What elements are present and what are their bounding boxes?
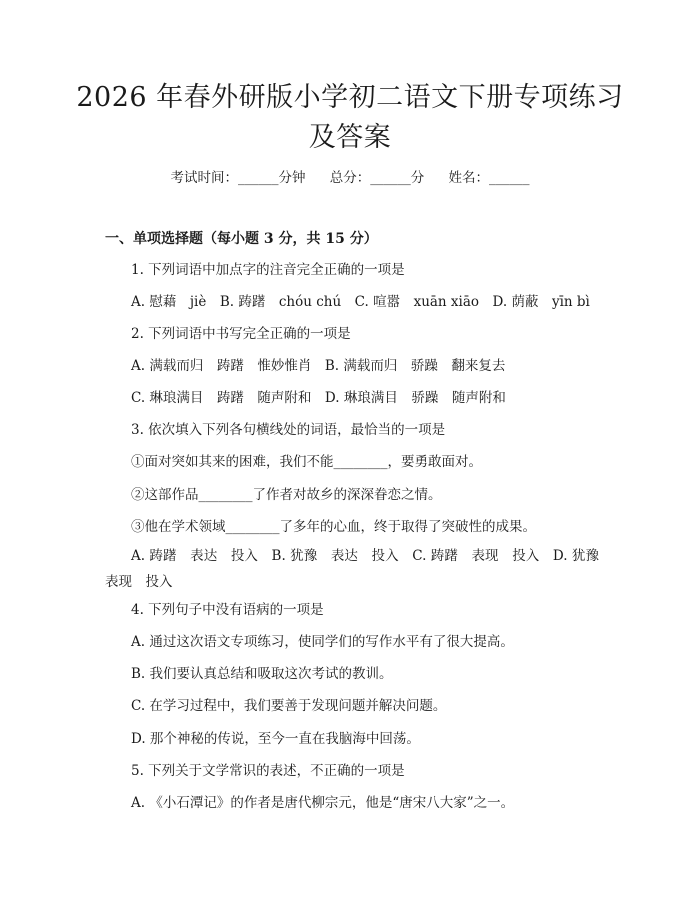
page-title: [60, 78, 640, 158]
question-2-options-cd: C. 琳琅满目 踌躇 随声附和 D. 琳琅满目 骄躁 随声附和: [131, 390, 506, 406]
question-3: 3. 依次填入下列各句横线处的词语，最恰当的一项是: [131, 422, 446, 438]
question-4-option-b: B. 我们要认真总结和吸取这次考试的教训。: [131, 666, 393, 682]
question-1: 1. 下列词语中加点字的注音完全正确的一项是: [131, 262, 405, 278]
question-4-option-d: D. 那个神秘的传说，至今一直在我脑海中回荡。: [131, 731, 420, 747]
student-name-field: 姓名：______: [448, 170, 530, 186]
question-4: 4. 下列句子中没有语病的一项是: [131, 602, 324, 618]
question-5: 5. 下列关于文学常识的表述，不正确的一项是: [131, 763, 405, 779]
question-3-options: A. 踌躇 表达 投入 B. 犹豫 表达 投入 C. 踌躇 表现 投入 D. 犹豫 表现 投入: [105, 548, 613, 590]
question-3-sentence-1: ①面对突如其来的困难，我们不能________，要勇敢面对。: [131, 454, 482, 470]
question-4-option-a: A. 通过这次语文专项练习，使同学们的写作水平有了很大提高。: [131, 634, 514, 650]
question-2-options-ab: A. 满载而归 踌躇 惟妙惟肖 B. 满载而归 骄躁 翻来复去: [131, 358, 506, 374]
exam-time-field: 考试时间：______分钟: [170, 170, 306, 186]
question-3-sentence-2: ②这部作品________了作者对故乡的深深眷恋之情。: [131, 487, 442, 503]
question-4-option-c: C. 在学习过程中，我们要善于发现问题并解决问题。: [131, 698, 447, 714]
total-score-field: 总分：______分: [329, 170, 425, 186]
question-3-sentence-3: ③他在学术领域________了多年的心血，终于取得了突破性的成果。: [131, 519, 536, 535]
section-heading: 一、单项选择题（每小题 3 分，共 15 分）: [105, 231, 378, 247]
title-line-1: 2026 年春外研版小学初二语文下册专项练习: [76, 82, 624, 113]
exam-meta: [0, 168, 700, 188]
question-1-options: A. 慰藉 jiè B. 踌躇 chóu chú C. 喧嚣 xuān xiāo D. 荫蔽 yīn bì: [131, 294, 590, 310]
question-2: 2. 下列词语中书写完全正确的一项是: [131, 326, 351, 342]
title-line-2: 及答案: [308, 122, 392, 153]
question-5-option-a: A. 《小石潭记》的作者是唐代柳宗元，他是“唐宋八大家”之一。: [131, 795, 515, 811]
